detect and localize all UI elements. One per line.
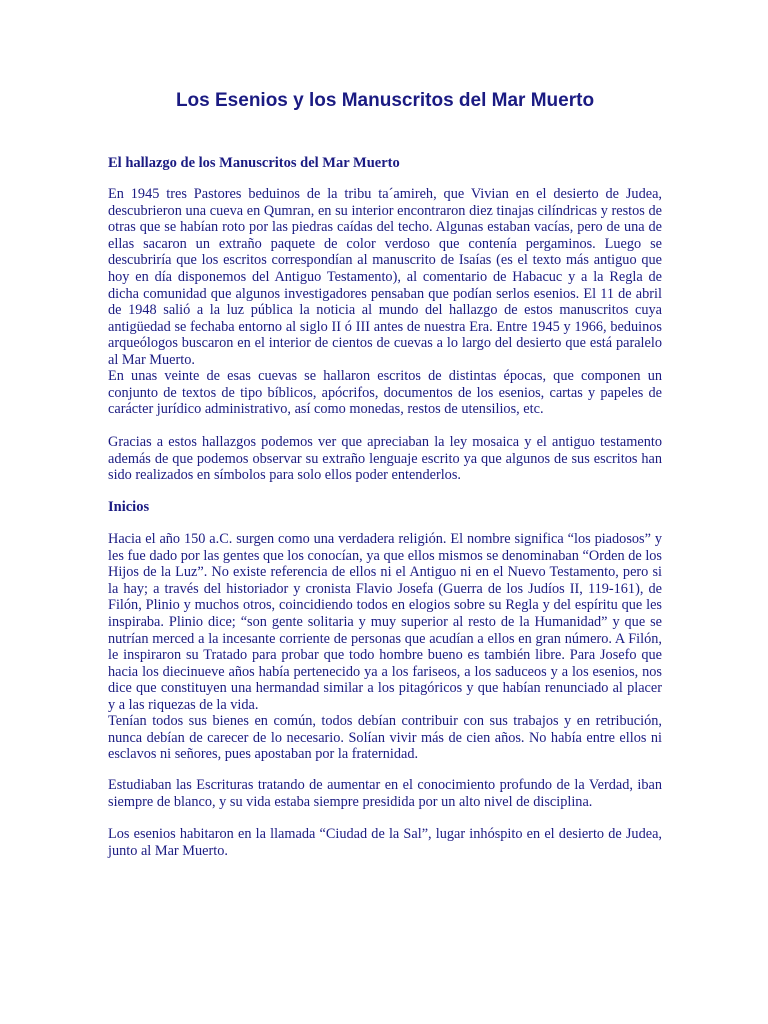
section-heading-inicios: Inicios — [108, 499, 150, 515]
paragraph-inicios-4: Los esenios habitaron en la llamada “Ciudad de la Sal”, lugar inhóspito en el desierto de Judea, junto al Mar Muerto. — [108, 826, 662, 859]
paragraph-inicios-3: Estudiaban las Escrituras tratando de aumentar en el conocimiento profundo de la Verdad, iban siempre de blanco, y su vida estaba siempre presidida por un alto nivel de disciplina. — [108, 777, 662, 810]
paragraph-hallazgo-1: En 1945 tres Pastores beduinos de la tribu ta´amireh, que Vivian en el desierto de Judea, descubrieron una cueva en Qumran, en su interior encontraron diez tinajas cilíndricas y restos de otras que se habían roto por las piedras caídas del techo. Algunas estaban vacías, pero de una de ellas sacaron un extraño paquete de color verdoso que contenía pergaminos. Luego se descubriría que los escritos correspondían al manuscrito de Isaías (es el texto más antiguo que hoy en día disponemos del Antiguo Testamento), al comentario de Habacuc y a la Regla de dicha comunidad que algunos investigadores pensaban que podían serlos esenios. El 11 de abril de 1948 salió a la luz pública la noticia al mundo del hallazgo de estos manuscritos cuya antigüedad se fechaba entorno al siglo II ó III antes de nuestra Era. Entre 1945 y 1966, beduinos arqueólogos buscaron en el interior de cientos de cuevas a lo largo del desierto que está paralelo al Mar Muerto. — [108, 186, 662, 368]
section-heading-hallazgo: El hallazgo de los Manuscritos del Mar Muerto — [108, 155, 400, 171]
paragraph-hallazgo-2: En unas veinte de esas cuevas se hallaron escritos de distintas épocas, que componen un conjunto de textos de tipo bíblicos, apócrifos, documentos de los esenios, cartas y papeles de carácter jurídico administrativo, así como monedas, restos de utensilios, etc. — [108, 368, 662, 418]
document-title: Los Esenios y los Manuscritos del Mar Muerto — [175, 90, 595, 111]
paragraph-hallazgo-3: Gracias a estos hallazgos podemos ver que apreciaban la ley mosaica y el antiguo testamento además de que podemos observar su extraño lenguaje escrito ya que algunos de sus escritos han sido realizados en símbolos para solo ellos poder entenderlos. — [108, 434, 662, 484]
paragraph-inicios-2: Tenían todos sus bienes en común, todos debían contribuir con sus trabajos y en retribución, nunca debían de carecer de lo necesario. Solían vivir más de cien años. No había entre ellos ni esclavos ni señores, pues apostaban por la fraternidad. — [108, 713, 662, 763]
paragraph-inicios-1: Hacia el año 150 a.C. surgen como una verdadera religión. El nombre significa “los piadosos” y les fue dado por las gentes que los conocían, ya que ellos mismos se denominaban “Orden de los Hijos de la Luz”. No existe referencia de ellos ni el Antiguo ni en el Nuevo Testamento, pero si la hay; a través del historiador y cronista Flavio Josefa (Guerra de los Judíos II, 119-161), de Filón, Plinio y muchos otros, coincidiendo todos en elogios sobre su Regla y del espíritu que les inspiraba. Plinio dice; “son gente solitaria y muy superior al resto de la Humanidad” y que se nutrían merced a la incesante corriente de personas que acudían a ellos en gran número. A Filón, le inspiraron su Tratado para probar que todo hombre bueno es también libre. Para Josefo que hacia los diecinueve años había pertenecido ya a los fariseos, a los saduceos y a los esenios, nos dice que constituyen una hermandad similar a los pitagóricos y que habían renunciado al placer y a las riquezas de la vida. — [108, 531, 662, 713]
